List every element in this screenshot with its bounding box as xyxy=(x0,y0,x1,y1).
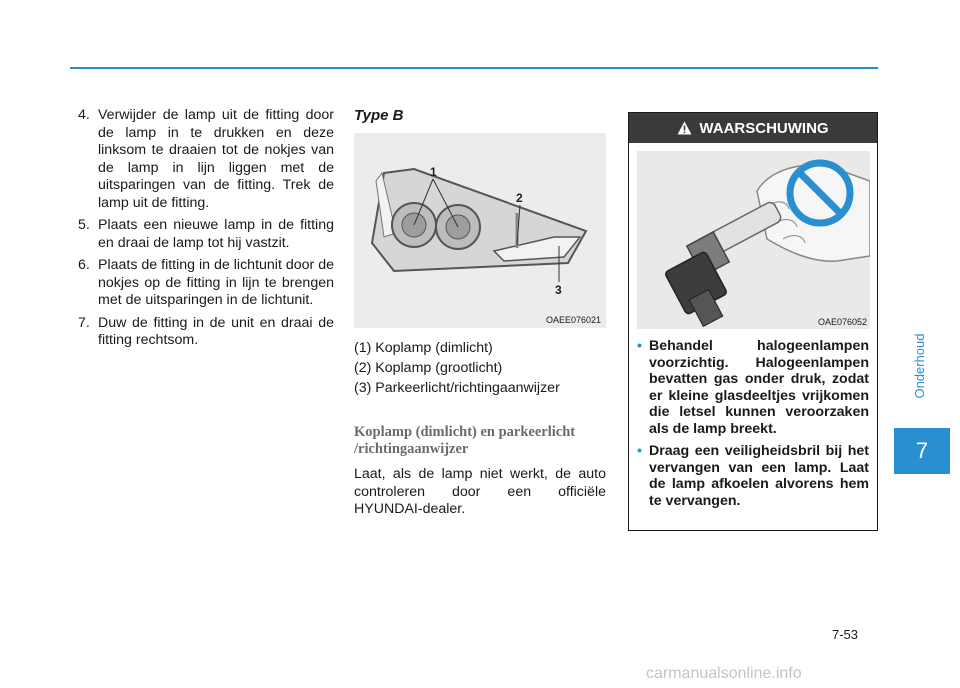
step-item xyxy=(78,315,334,350)
section-body: Laat, als de lamp niet werkt, de auto controleren door een officiële HYUNDAI-dealer. xyxy=(354,466,606,517)
chapter-side-label: Onderhoud xyxy=(911,333,927,399)
page-number: 7-53 xyxy=(832,627,859,642)
step-text: Duw de fitting in de unit en draai de fitting rechtsom. xyxy=(98,314,334,348)
warning-figure xyxy=(637,151,870,329)
warning-item-text: Behandel halogeenlampen voorzichtig. Halogeenlampen bevatten gas onder druk, zodat er kleine glasdeeltjes vrijkomen die letsel kunnen veroorzaken als de lamp breekt. xyxy=(649,338,869,437)
step-number: 5. xyxy=(78,217,90,233)
caption-item: (1) Koplamp (dimlicht) xyxy=(354,340,493,356)
warning-title: WAARSCHUWING xyxy=(699,119,829,137)
figure-type-title: Type B xyxy=(354,107,404,124)
warning-item xyxy=(637,338,869,437)
figure-code: OAEE076021 xyxy=(545,315,601,325)
callout-2: 2 xyxy=(516,191,523,205)
warning-triangle-icon xyxy=(677,121,692,135)
warning-figure-code: OAE076052 xyxy=(817,317,867,327)
warning-item xyxy=(637,443,869,509)
warning-list xyxy=(637,338,869,509)
step-item xyxy=(78,257,334,310)
headlamp-figure xyxy=(354,133,606,328)
warning-box xyxy=(628,112,878,531)
callout-1: 1 xyxy=(430,165,437,179)
steps-column xyxy=(78,107,334,355)
section-heading: Koplamp (dimlicht) en parkeerlicht /richtingaanwijzer xyxy=(354,424,576,457)
step-number: 6. xyxy=(78,257,90,273)
warning-item-text: Draag een veiligheidsbril bij het vervangen van een lamp. Laat de lamp afkoelen alvorens hem te vervangen. xyxy=(649,443,869,509)
chapter-tab[interactable]: 7 xyxy=(894,428,950,474)
headlamp-illustration xyxy=(354,133,606,328)
bullet-icon: • xyxy=(637,443,642,459)
bullet-icon: • xyxy=(637,338,642,354)
step-number: 4. xyxy=(78,107,90,123)
step-item xyxy=(78,107,334,212)
caption-item: (3) Parkeerlicht/richtingaanwijzer xyxy=(354,380,560,396)
watermark: carmanualsonline.info xyxy=(646,665,802,682)
figure-captions xyxy=(354,338,606,398)
step-text: Plaats een nieuwe lamp in de fitting en draai de lamp tot hij vastzit. xyxy=(98,217,334,251)
header-rule xyxy=(70,67,878,69)
figure-column xyxy=(354,107,606,519)
step-text: Verwijder de lamp uit de fitting door de lamp in te drukken en deze linksom te draaien tot de nokjes van de lamp in lijn liggen met de uitsparingen van de fitting. Trek de lamp uit de fitting. xyxy=(98,107,334,211)
step-number: 7. xyxy=(78,314,90,331)
step-text: Plaats de fitting in de lichtunit door de nokjes op de fitting in lijn te brengen met de uitsparingen in de lichtunit. xyxy=(98,257,334,308)
halogen-bulb-illustration xyxy=(637,151,870,329)
caption-item: (2) Koplamp (grootlicht) xyxy=(354,360,503,376)
step-item xyxy=(78,217,334,252)
callout-3: 3 xyxy=(555,283,562,297)
warning-header xyxy=(629,113,877,143)
